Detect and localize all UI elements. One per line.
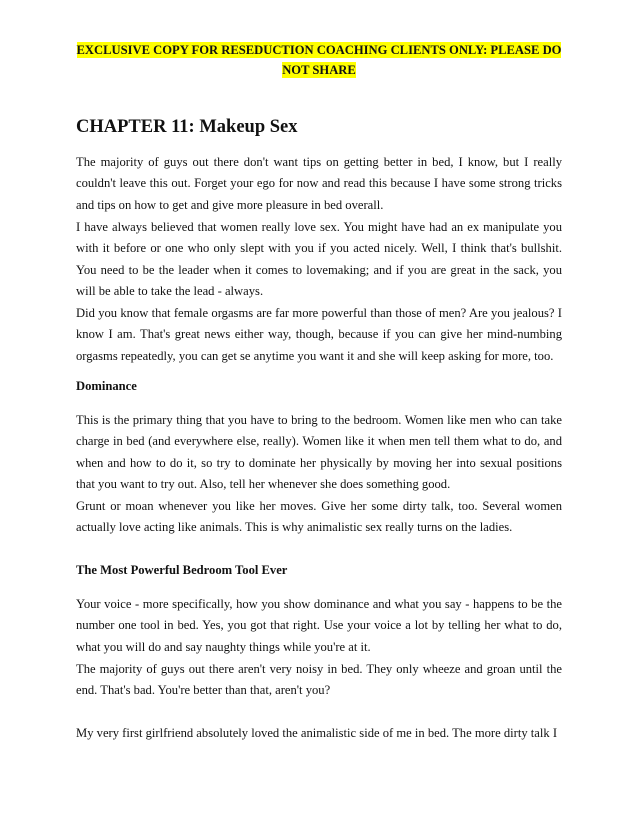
intro-paragraph-1: The majority of guys out there don't want tips on getting better in bed, I know, but I really couldn't leave this out. Forget your ego for now and read this because I have some strong tricks and tips on how to get and give more pleasure in bed overall. [76,155,562,212]
bedroom-tool-paragraph-1: Your voice - more specifically, how you show dominance and what you say - happens to be the number one tool in bed. Yes, you got that right. Use your voice a lot by telling her what to do, what you will do and say naughty things while you're at it. [76,597,562,654]
banner-line-2: NOT SHARE [282,63,356,77]
bedroom-tool-paragraph-3: My very first girlfriend absolutely loved the animalistic side of me in bed. The more dirty talk I [76,726,558,740]
bedroom-tool-heading: The Most Powerful Bedroom Tool Ever [76,563,288,577]
dominance-paragraph-2: Grunt or moan whenever you like her moves. Give her some dirty talk, too. Several women actually love acting like animals. This is why animalistic sex really turns on the ladies. [76,499,562,535]
intro-paragraph-2: I have always believed that women really love sex. You might have had an ex manipulate you with it before or one who only slept with you if you acted nicely. Well, I think that's bullshit. You need to be the leader when it comes to lovemaking; and if you are great in the sack, you will be able to take the lead - always. [76,220,562,299]
bedroom-tool-paragraph-2: The majority of guys out there aren't very noisy in bed. They only wheeze and groan until the end. That's bad. You're better than that, aren't you? [76,662,562,698]
intro-paragraph-3: Did you know that female orgasms are far more powerful than those of men? Are you jealous? I know I am. That's great news either way, though, because if you can give her mind-numbing orgasms repeatedly, you can get se anytime you want it and she will keep asking for more, too. [76,306,562,363]
banner-line-1: EXCLUSIVE COPY FOR RESEDUCTION COACHING CLIENTS ONLY: PLEASE DO [76,43,562,57]
dominance-paragraph-1: This is the primary thing that you have to bring to the bedroom. Women like men who can take charge in bed (and everywhere else, really). Women like it when men tell them what to do, and when and how to do it, so try to dominate her physically by moving her into sexual positions that you want to try out. Also, tell her whenever she does something good. [76,413,562,492]
chapter-title: CHAPTER 11: Makeup Sex [76,117,298,137]
dominance-heading: Dominance [76,379,137,393]
exclusive-copy-banner [76,40,562,80]
